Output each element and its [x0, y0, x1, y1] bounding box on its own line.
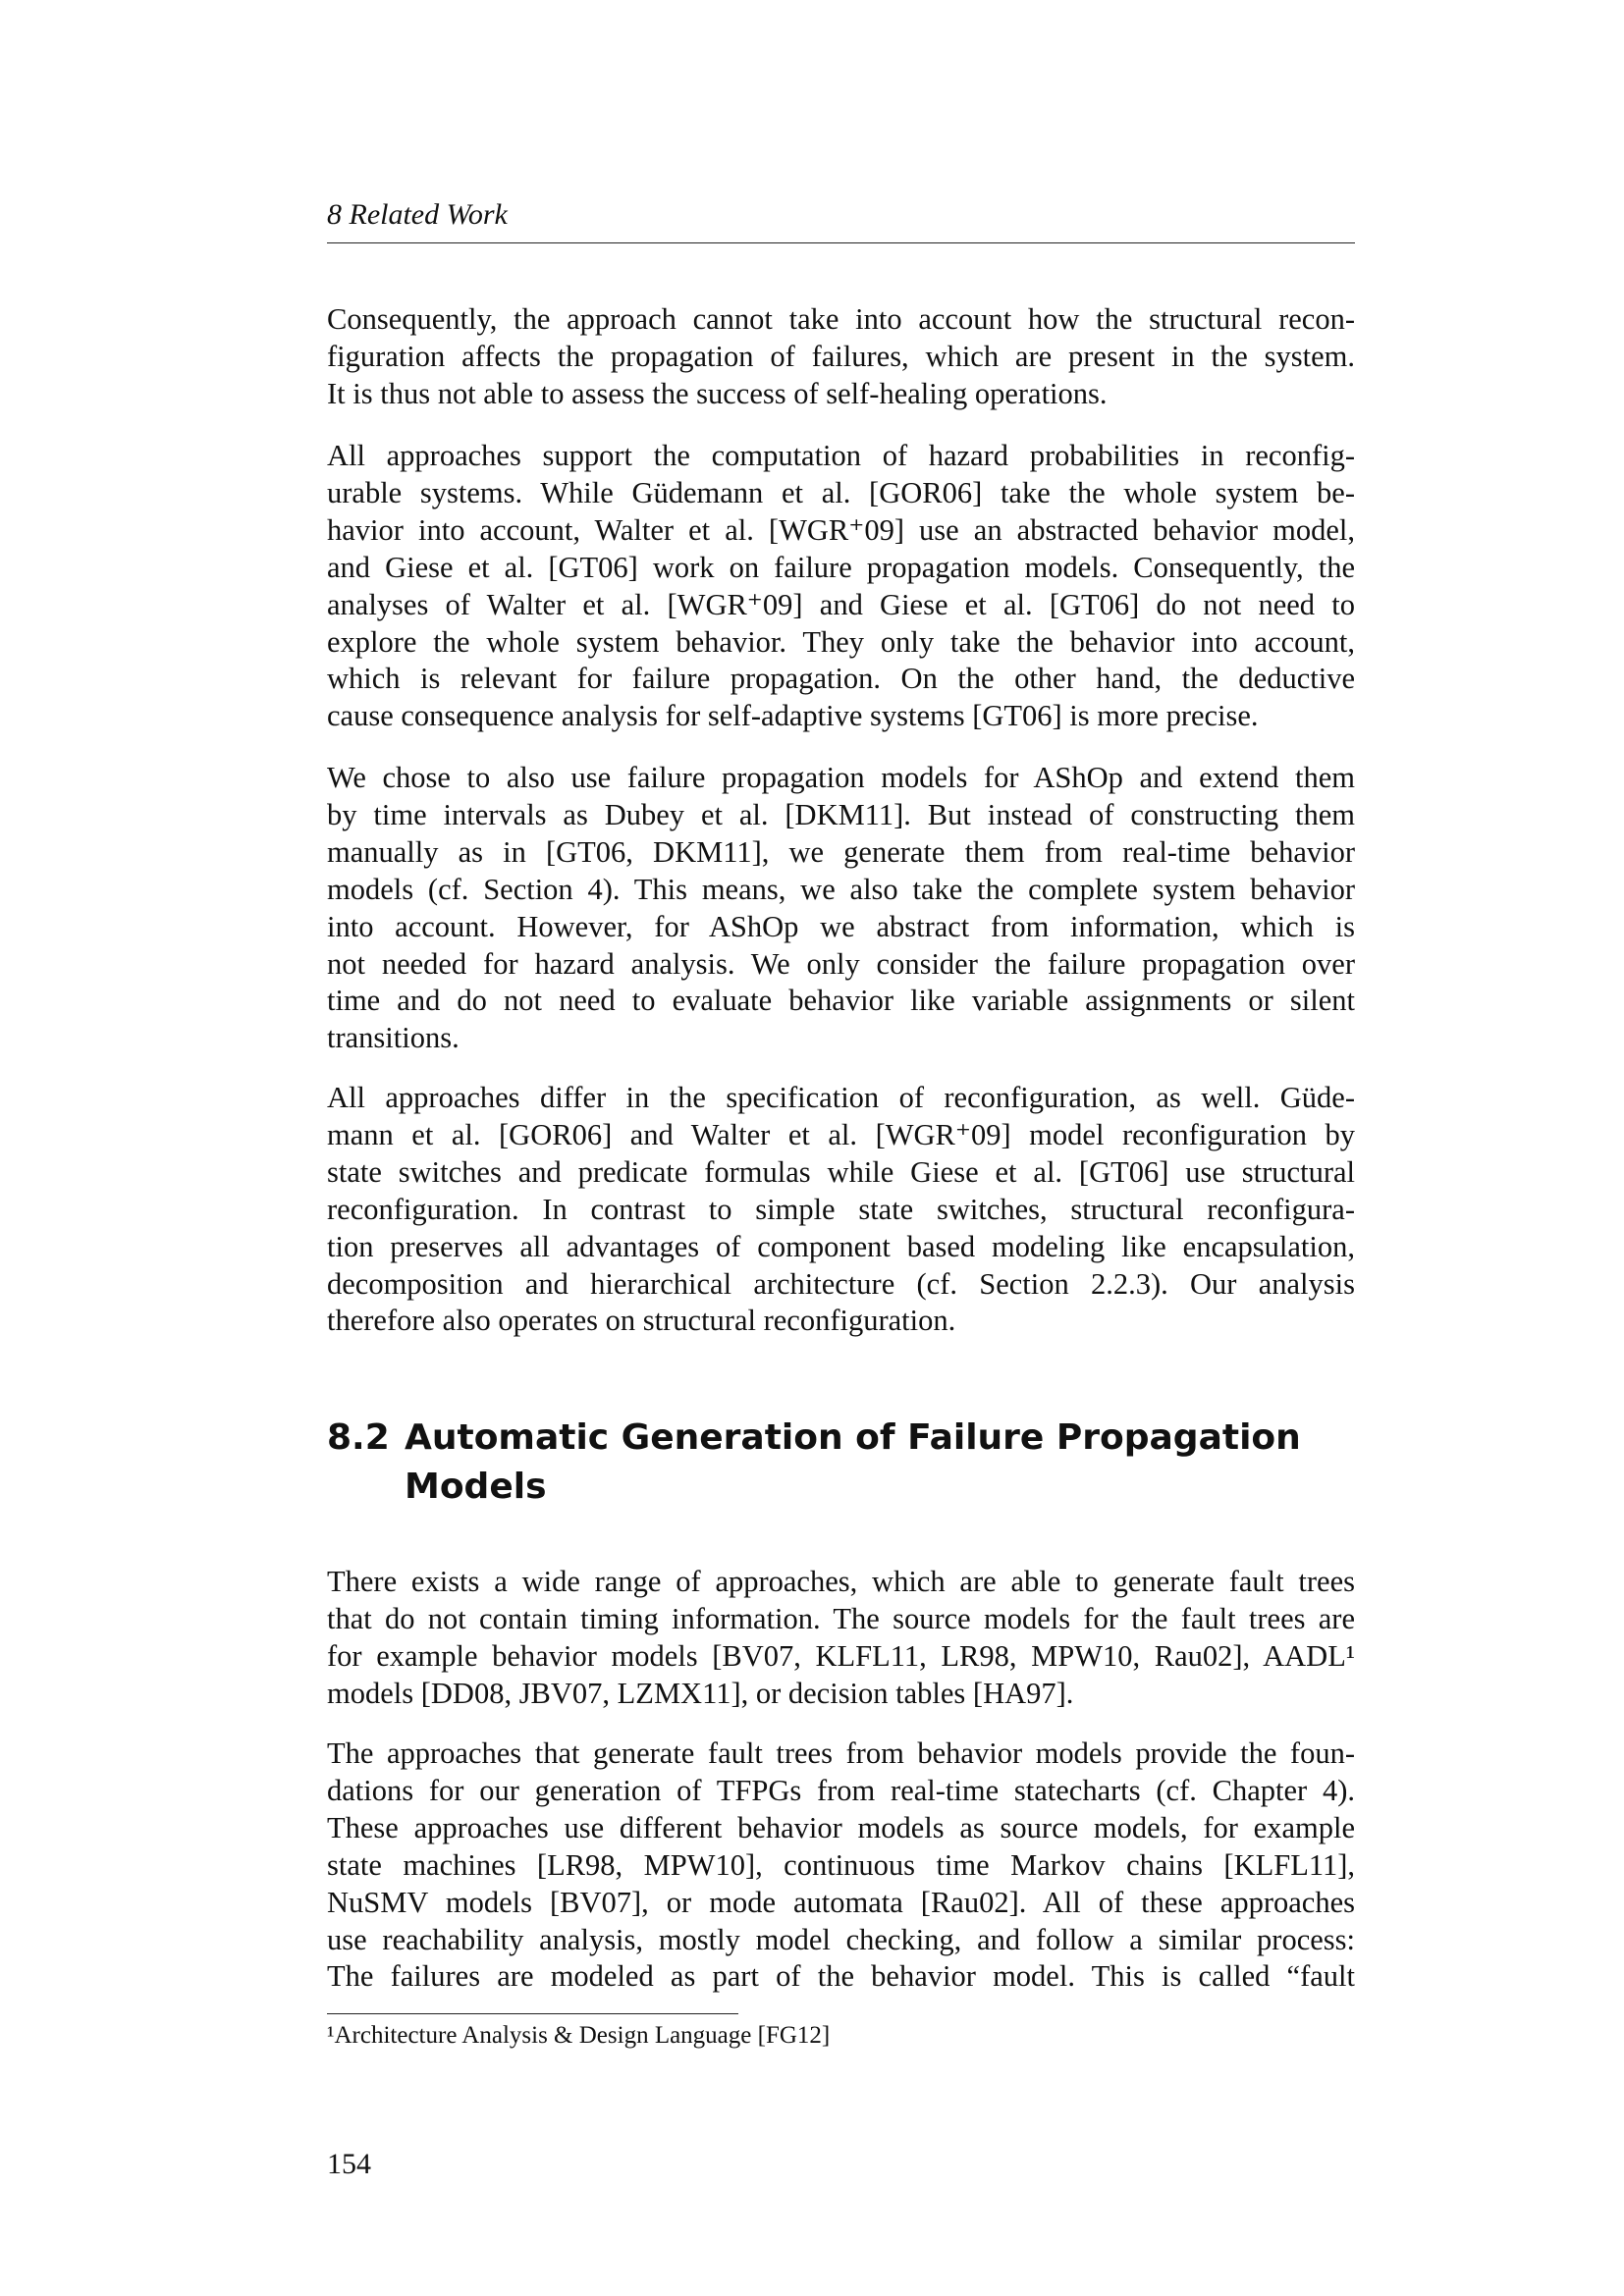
- text-line: analyses of Walter et al. [WGR⁺09] and Giese et al. [GT06] do not need to: [327, 587, 1355, 621]
- text-line: We chose to also use failure propagation models for AShOp and extend them: [327, 761, 1355, 794]
- paragraph: [327, 760, 1355, 1057]
- running-header: 8 Related Work: [327, 198, 508, 231]
- text-line: cause consequence analysis for self-adaptive systems [GT06] is more precise.: [327, 699, 1259, 733]
- paragraph: [327, 438, 1355, 735]
- text-line: into account. However, for AShOp we abstract from information, which is: [327, 909, 1355, 943]
- text-line: decomposition and hierarchical architecture (cf. Section 2.2.3). Our analysis: [327, 1266, 1355, 1301]
- text-line: havior into account, Walter et al. [WGR⁺09] use an abstracted behavior model,: [327, 512, 1355, 547]
- text-line: by time intervals as Dubey et al. [DKM11]. But instead of constructing them: [327, 797, 1355, 831]
- page-number: 154: [327, 2148, 371, 2180]
- text-line: models [DD08, JBV07, LZMX11], or decision tables [HA97].: [327, 1676, 1074, 1710]
- section-number: 8.2: [327, 1417, 390, 1458]
- paragraph: [327, 1735, 1355, 1996]
- paragraph: [327, 1080, 1355, 1340]
- text-line: models (cf. Section 4). This means, we also take the complete system behavior: [327, 872, 1355, 906]
- text-line: dations for our generation of TFPGs from real-time statecharts (cf. Chapter 4).: [327, 1773, 1355, 1807]
- text-line: transitions.: [327, 1021, 460, 1055]
- text-line: state machines [LR98, MPW10], continuous time Markov chains [KLFL11],: [327, 1847, 1355, 1882]
- text-line: manually as in [GT06, DKM11], we generate them from real-time behavior: [327, 834, 1355, 869]
- text-line: All approaches differ in the specification of reconfiguration, as well. Güde-: [327, 1081, 1355, 1114]
- text-line: The approaches that generate fault trees from behavior models provide the foun-: [327, 1736, 1355, 1770]
- text-line: Consequently, the approach cannot take into account how the structural recon-: [327, 302, 1355, 336]
- text-line: tion preserves all advantages of component based modeling like encapsulation,: [327, 1229, 1355, 1263]
- text-line: These approaches use different behavior models as source models, for example: [327, 1810, 1355, 1844]
- text-line: mann et al. [GOR06] and Walter et al. [WGR⁺09] model reconfiguration by: [327, 1117, 1355, 1151]
- text-line: use reachability analysis, mostly model checking, and follow a similar process:: [327, 1922, 1355, 1956]
- text-line: NuSMV models [BV07], or mode automata [Rau02]. All of these approaches: [327, 1885, 1355, 1919]
- text-line: time and do not need to evaluate behavior like variable assignments or silent: [327, 984, 1355, 1018]
- text-line: figuration affects the propagation of failures, which are present in the system.: [327, 339, 1355, 373]
- text-line: not needed for hazard analysis. We only consider the failure propagation over: [327, 946, 1355, 981]
- text-line: All approaches support the computation of hazard probabilities in reconfig-: [327, 439, 1355, 472]
- footnote-rule: [327, 2013, 738, 2014]
- paragraph: [327, 301, 1355, 413]
- text-line: reconfiguration. In contrast to simple state switches, structural reconfigura-: [327, 1192, 1355, 1226]
- text-line: which is relevant for failure propagation. On the other hand, the deductive: [327, 662, 1355, 696]
- paragraph: [327, 1564, 1355, 1713]
- text-line: that do not contain timing information. The source models for the fault trees are: [327, 1601, 1355, 1635]
- text-line: and Giese et al. [GT06] work on failure propagation models. Consequently, the: [327, 550, 1355, 584]
- section-title: [405, 1414, 1301, 1512]
- text-line: There exists a wide range of approaches, which are able to generate fault trees: [327, 1565, 1355, 1598]
- header-rule: [327, 242, 1355, 243]
- text-line: The failures are modeled as part of the behavior model. This is called “fault: [327, 1959, 1355, 1994]
- text-line: therefore also operates on structural reconfiguration.: [327, 1304, 956, 1338]
- text-line: urable systems. While Güdemann et al. [GOR06] take the whole system be-: [327, 475, 1355, 509]
- text-line: It is thus not able to assess the success of self-healing operations.: [327, 376, 1108, 410]
- text-line: state switches and predicate formulas while Giese et al. [GT06] use structural: [327, 1154, 1355, 1189]
- section-title-line: Automatic Generation of Failure Propagation: [405, 1417, 1301, 1458]
- section-title-line: Models: [405, 1467, 547, 1507]
- text-line: for example behavior models [BV07, KLFL11, LR98, MPW10, Rau02], AADL¹: [327, 1638, 1355, 1673]
- text-line: explore the whole system behavior. They only take the behavior into account,: [327, 624, 1355, 659]
- footnote: ¹Architecture Analysis & Design Language [FG12]: [327, 2022, 831, 2049]
